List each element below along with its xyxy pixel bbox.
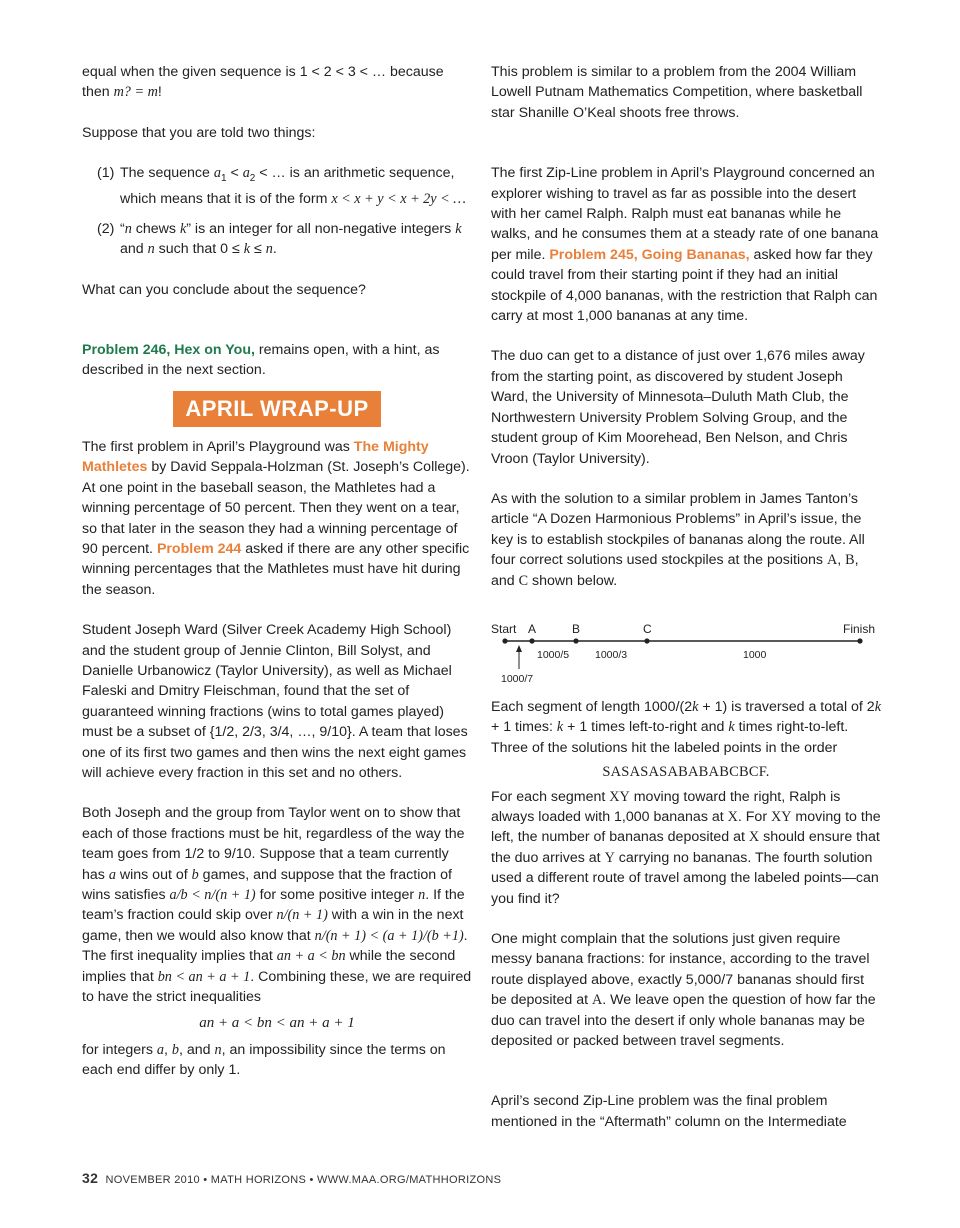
problem-link: Problem 245, Going Bananas, — [549, 246, 750, 263]
paragraph: One might complain that the solutions just given require messy banana fractions: for instance, according to the travel route displayed above, exactly 5,000/7 bananas should first be deposited at A. We leave open the question of how far the duo can travel into the desert if only whole bananas may be deposited or packed between travel segments. — [491, 931, 876, 1050]
segment-label-bc: 1000/3 — [595, 648, 628, 661]
paragraph: equal when the given sequence is 1 < 2 < 3 < … because then m? = m! — [82, 64, 444, 101]
list-item: (1) The sequence $a_1 < a_2$ < … is an arithmetic sequence, which means that it is of the form x < x + y < x + 2y < … — [97, 165, 466, 208]
segment-label-cf: 1000 — [743, 648, 767, 661]
problem-link: The Mighty Mathletes — [82, 438, 429, 476]
page-footer — [82, 1170, 501, 1186]
label-c: C — [643, 621, 652, 636]
section-heading: APRIL WRAP-UP — [173, 391, 380, 427]
paragraph: For each segment XY moving toward the right, Ralph is always loaded with 1,000 bananas at X. For XY moving to the left, the number of bananas deposited at X should ensure that the duo arrives at Y carrying no bananas. The fourth solution used a different route of travel among the labeled points—can you find it? — [491, 788, 881, 907]
arrow-up-icon — [516, 645, 522, 652]
problem-link: Problem 246, Hex on You, — [82, 342, 255, 359]
paragraph: The duo can get to a distance of just over 1,676 miles away from the starting point, as discovered by student Joseph Ward, the University of Minnesota–Duluth Math Club, the Northwestern University Problem Solving Group, and the student group of Kim Moorehead, Ben Nelson, and Chris Vroon (Taylor University). — [491, 348, 865, 467]
label-start: Start — [491, 621, 517, 636]
footer-text: NOVEMBER 2010 • MATH HORIZONS • WWW.MAA.ORG/MATHHORIZONS — [105, 1174, 502, 1186]
paragraph: The first Zip-Line problem in April’s Playground concerned an explorer wishing to travel as far as possible into the desert with her camel Ralph. Ralph must eat bananas while he walks, and he consumes them at a steady rate of one banana per mile. Problem 245, Going Bananas, asked how far they could travel from their starting point if they had an initial stockpile of 4,000 bananas, with the restriction that Ralph can carry at most 1,000 bananas at any time. — [491, 165, 879, 325]
point-c — [644, 638, 649, 643]
label-b: B — [572, 621, 581, 636]
paragraph: Both Joseph and the group from Taylor went on to show that each of those fractions must be hit, regardless of the way the team goes from 1/2 to 9/10. Suppose that a team currently has a wins out of b games, and suppose that the fraction of wins satisfies a/b < n/(n + 1) for some positive integer n. If the team’s fraction could skip over n/(n + 1) with a win in the next game, then we would also know that n/(n + 1) < (a + 1)/(b +1). The first inequality implies that an + a < bn while the second implies that bn < an + a + 1. Combining these, we are required to have the strict inequalities — [82, 805, 472, 1006]
paragraph: This problem is similar to a problem from the 2004 William Lowell Putnam Mathematics Competition, where basketball star Shanille O’Keal shoots free throws. — [491, 64, 863, 121]
route-diagram — [491, 601, 881, 691]
segment-label-ab: 1000/5 — [537, 648, 570, 661]
segment-label-sa: 1000/7 — [501, 672, 534, 685]
paragraph: April’s second Zip-Line problem was the final problem mentioned in the “Aftermath” column on the Intermediate — [491, 1093, 847, 1130]
paragraph: What can you conclude about the sequence? — [82, 281, 366, 298]
paragraph: Student Joseph Ward (Silver Creek Academy High School) and the student group of Jennie Clinton, Bill Solyst, and Danielle Urbanowicz (Taylor University), as well as Michael Faleski and Dmitry Fleischman, found that the set of guaranteed winning fractions (wins to total games played) must be a subset of {1/2, 2/3, 3/4, …, 9/10}. A team that loses one of its first two games and then wins the next eight games will achieve every fraction in this set and no others. — [82, 622, 468, 781]
route-sequence: SASASASABABABCBCF. — [602, 764, 770, 781]
paragraph: for integers a, b, and n, an impossibility since the terms on each end differ by only 1. — [82, 1041, 446, 1079]
problem-link: Problem 244 — [156, 540, 242, 557]
label-finish: Finish — [843, 621, 876, 636]
paragraph: Problem 246, Hex on You, remains open, with a hint, as described in the next section. — [82, 342, 440, 379]
left-column — [82, 62, 472, 1081]
point-start — [502, 638, 507, 643]
section-banner — [82, 391, 472, 427]
paragraph: Suppose that you are told two things: — [82, 124, 316, 141]
paragraph: Each segment of length 1000/(2k + 1) is traversed a total of 2k + 1 times: k + 1 times left-to-right and k times right-to-left. Three of the solutions hit the labeled points in the order — [491, 698, 882, 756]
paragraph: The first problem in April’s Playground was The Mighty Mathletes by David Seppala-Holzman (St. Joseph’s College). At one point in the baseball season, the Mathletes had a winning percentage of 50 percent. Then they went on a tear, so that later in the season they had a winning percentage of 90 percent. Problem 244 asked if there are any other specific winning percentages that the Mathletes must have hit during the season. — [82, 438, 470, 598]
condition-list — [82, 163, 472, 259]
point-finish — [857, 638, 862, 643]
point-b — [573, 638, 578, 643]
page-number: 32 — [82, 1170, 99, 1186]
point-a — [529, 638, 534, 643]
right-column — [491, 62, 881, 1132]
paragraph: As with the solution to a similar problem in James Tanton’s article “A Dozen Harmonious Problems” in April’s issue, the key is to establish stockpiles of bananas along the route. All four correct solutions used stockpiles at the positions A, B, and C shown below. — [491, 490, 865, 589]
label-a: A — [528, 621, 537, 636]
display-equation: an + a < bn < an + a + 1 — [199, 1015, 355, 1032]
list-item: (2) “n chews k” is an integer for all non-negative integers k and n such that 0 ≤ k ≤ n. — [97, 220, 462, 258]
